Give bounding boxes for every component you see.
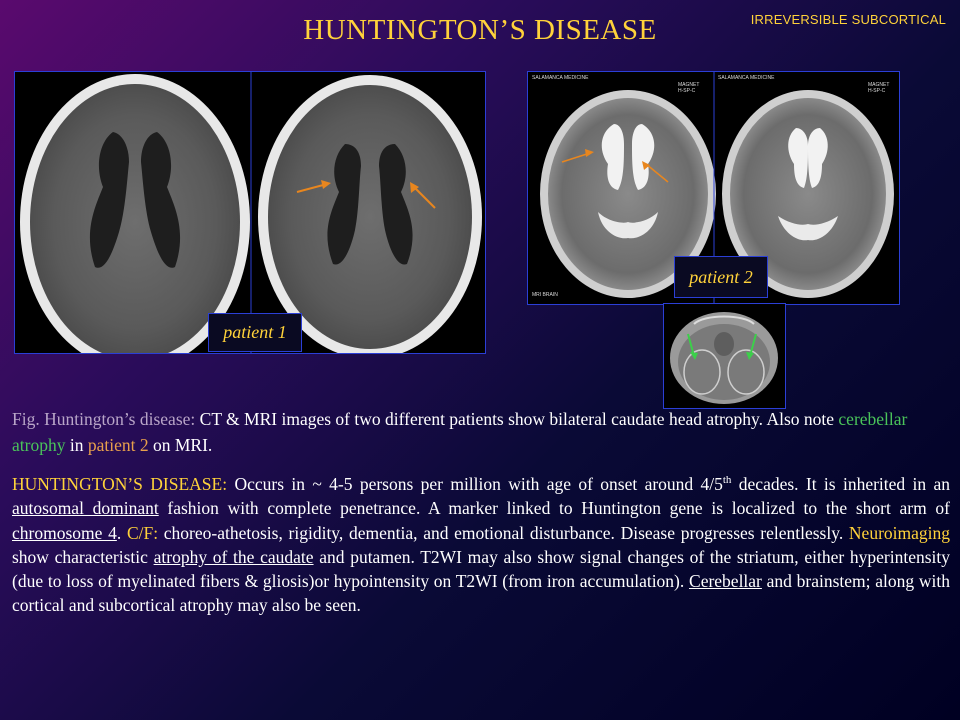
ct-image-patient-1 <box>14 71 486 354</box>
caption-text: in <box>65 435 88 455</box>
caption-text: CT & MRI images of two different patients show bilateral caudate head atrophy. Also note <box>195 409 839 429</box>
mri-image-cerebellum <box>663 303 786 409</box>
term-autosomal-dominant: autosomal dominant <box>12 498 159 519</box>
body-text: show characteristic <box>12 546 154 567</box>
term-chromosome-4: chromosome 4 <box>12 522 117 543</box>
body-text: and putamen. T2WI may also show signal changes of the striatum, either hyperintensity (due to loss of myelinated fibers & gliosis)or hypointensity on T2WI (from iron accumulation). <box>12 546 950 592</box>
body-text: Occurs in ~ 4-5 persons per million with age of onset around 4/5 <box>227 474 723 494</box>
svg-text:MAGNET: MAGNET <box>868 82 890 88</box>
slide-title: HUNTINGTON’S DISEASE <box>303 14 657 46</box>
ct-scan-right <box>258 75 482 353</box>
body-text: . <box>116 522 127 543</box>
body-text: choreo-athetosis, rigidity, dementia, and emotional disturbance. Disease progresses relentlessly. <box>158 522 849 543</box>
svg-text:SALAMANCA MEDICINE: SALAMANCA MEDICINE <box>718 75 775 81</box>
body-heading: HUNTINGTON’S DISEASE: <box>12 474 228 494</box>
clinical-features-label: C/F: <box>126 522 159 543</box>
caption-text: on MRI. <box>148 435 213 455</box>
body-text: and brainstem; along with cortical and subcortical atrophy may also be seen. <box>12 571 950 616</box>
patient-1-label: patient 1 <box>208 313 302 352</box>
svg-text:MAGNET: MAGNET <box>678 82 700 88</box>
neuroimaging-label: Neuroimaging <box>848 522 951 543</box>
svg-text:SALAMANCA MEDICINE: SALAMANCA MEDICINE <box>532 75 589 81</box>
svg-text:MRI BRAIN: MRI BRAIN <box>532 292 558 298</box>
body-text: decades. It is inherited in an <box>731 474 950 494</box>
caption-highlight-patient-2: patient 2 <box>87 435 149 455</box>
caption-highlight-cerebellar: cerebellar atrophy <box>12 409 908 455</box>
figure-caption <box>12 406 947 458</box>
svg-text:H-SP-C: H-SP-C <box>868 88 886 94</box>
slide-tag: IRREVERSIBLE SUBCORTICAL <box>750 12 946 27</box>
term-atrophy-of-caudate: atrophy of the caudate <box>153 546 314 567</box>
patient-2-label: patient 2 <box>674 256 768 298</box>
svg-text:H-SP-C: H-SP-C <box>678 88 696 94</box>
superscript: th <box>722 474 732 487</box>
caption-lead: Fig. Huntington’s disease: <box>12 409 196 429</box>
body-paragraph <box>12 472 950 618</box>
body-text: fashion with complete penetrance. A marker linked to Huntington gene is localized to the short arm of <box>158 498 950 519</box>
term-cerebellar: Cerebellar <box>689 571 762 592</box>
